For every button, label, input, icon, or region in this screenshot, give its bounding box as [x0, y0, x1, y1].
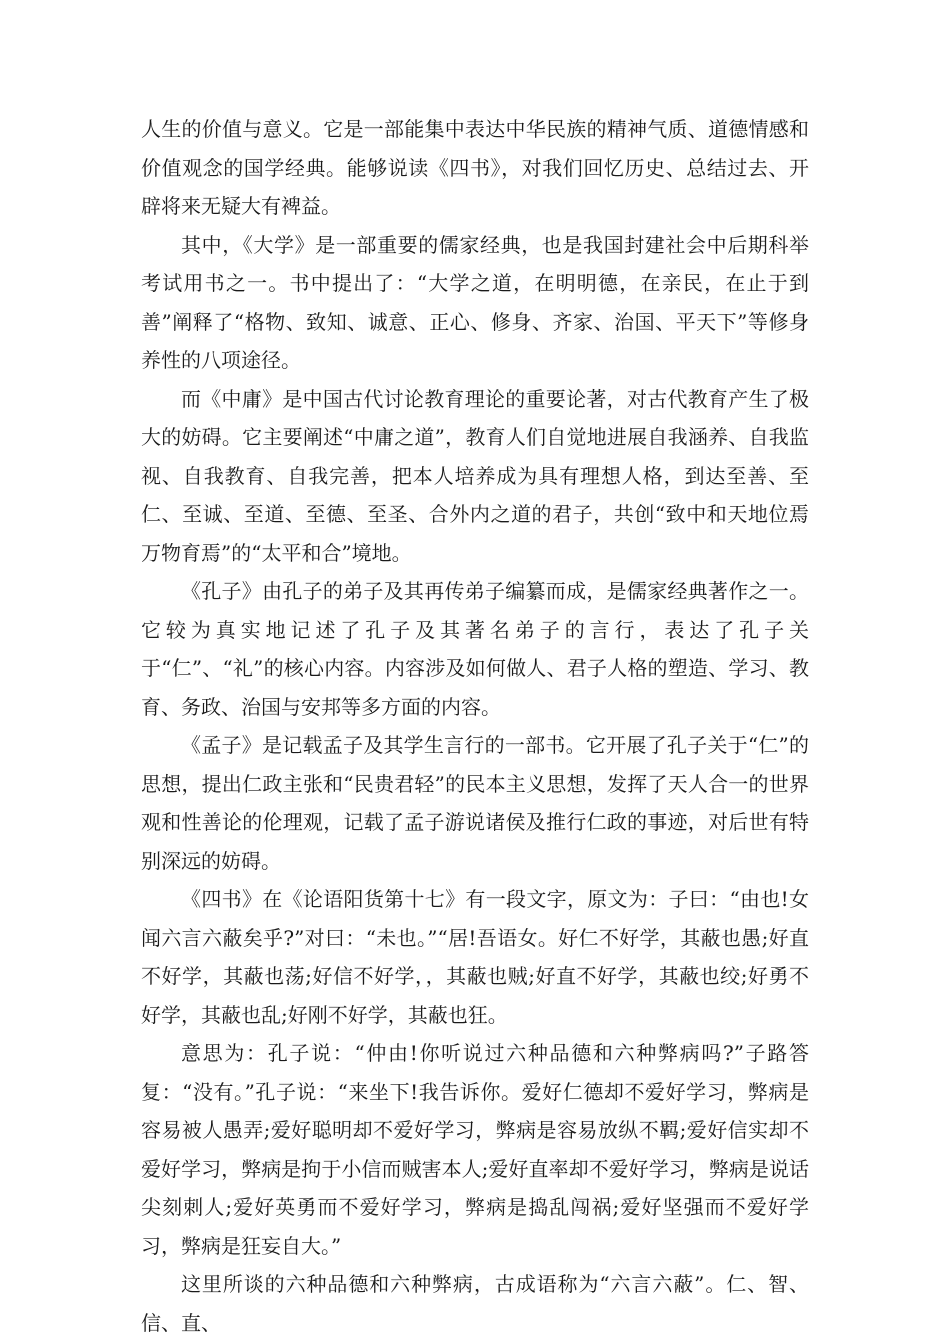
- document-body: [141, 110, 809, 1342]
- paragraph: 而《中庸》是中国古代讨论教育理论的重要论著，对古代教育产生了极大的妨碍。它主要阐述“中庸之道”，教育人们自觉地进展自我涵养、自我监视、自我教育、自我完善，把本人培养成为具有理想人格，到达至善、至仁、至诚、至道、至德、至圣、合外内之道的君子，共创“致中和天地位焉万物育焉”的“太平和合”境地。: [141, 386, 809, 565]
- paragraph: 这里所谈的六种品德和六种弊病，古成语称为“六言六蔽”。仁、智、信、直、: [141, 1272, 809, 1335]
- paragraph: 其中，《大学》是一部重要的儒家经典，也是我国封建社会中后期科举考试用书之一。书中提出了：“大学之道，在明明德，在亲民，在止于到善”阐释了“格物、致知、诚意、正心、修身、齐家、治国、平天下”等修身养性的八项途径。: [141, 232, 809, 372]
- paragraph: 《四书》在《论语阳货第十七》有一段文字，原文为：子曰：“由也!女闻六言六蔽矣乎?”对曰：“未也。”“居!吾语女。好仁不好学，其蔽也愚;好直不好学，其蔽也荡;好信不好学，，其蔽也贼;好直不好学，其蔽也绞;好勇不好学，其蔽也乱;好刚不好学，其蔽也狂。: [141, 887, 809, 1027]
- paragraph: 《孔子》由孔子的弟子及其再传弟子编纂而成，是儒家经典著作之一。它较为真实地记述了孔子及其著名弟子的言行，表达了孔子关于“仁”、“礼”的核心内容。内容涉及如何做人、君子人格的塑造、学习、教育、务政、治国与安邦等多方面的内容。: [141, 579, 809, 719]
- paragraph: 人生的价值与意义。它是一部能集中表达中华民族的精神气质、道德情感和价值观念的国学经典。能够说读《四书》，对我们回忆历史、总结过去、开辟将来无疑大有裨益。: [141, 117, 809, 218]
- paragraph: 《孟子》是记载孟子及其学生言行的一部书。它开展了孔子关于“仁”的思想，提出仁政主张和“民贵君轻”的民本主义思想，发挥了天人合一的世界观和性善论的伦理观，记载了孟子游说诸侯及推行仁政的事迹，对后世有特别深远的妨碍。: [141, 733, 809, 873]
- paragraph: 意思为：孔子说：“仲由!你听说过六种品德和六种弊病吗?”子路答复：“没有。”孔子说：“来坐下!我告诉你。爱好仁德却不爱好学习，弊病是容易被人愚弄;爱好聪明却不爱好学习，弊病是容易放纵不羁;爱好信实却不爱好学习，弊病是拘于小信而贼害本人;爱好直率却不爱好学习，弊病是说话尖刻刺人;爱好英勇而不爱好学习，弊病是捣乱闯祸;爱好坚强而不爱好学习，弊病是狂妄自大。”: [141, 1041, 809, 1258]
